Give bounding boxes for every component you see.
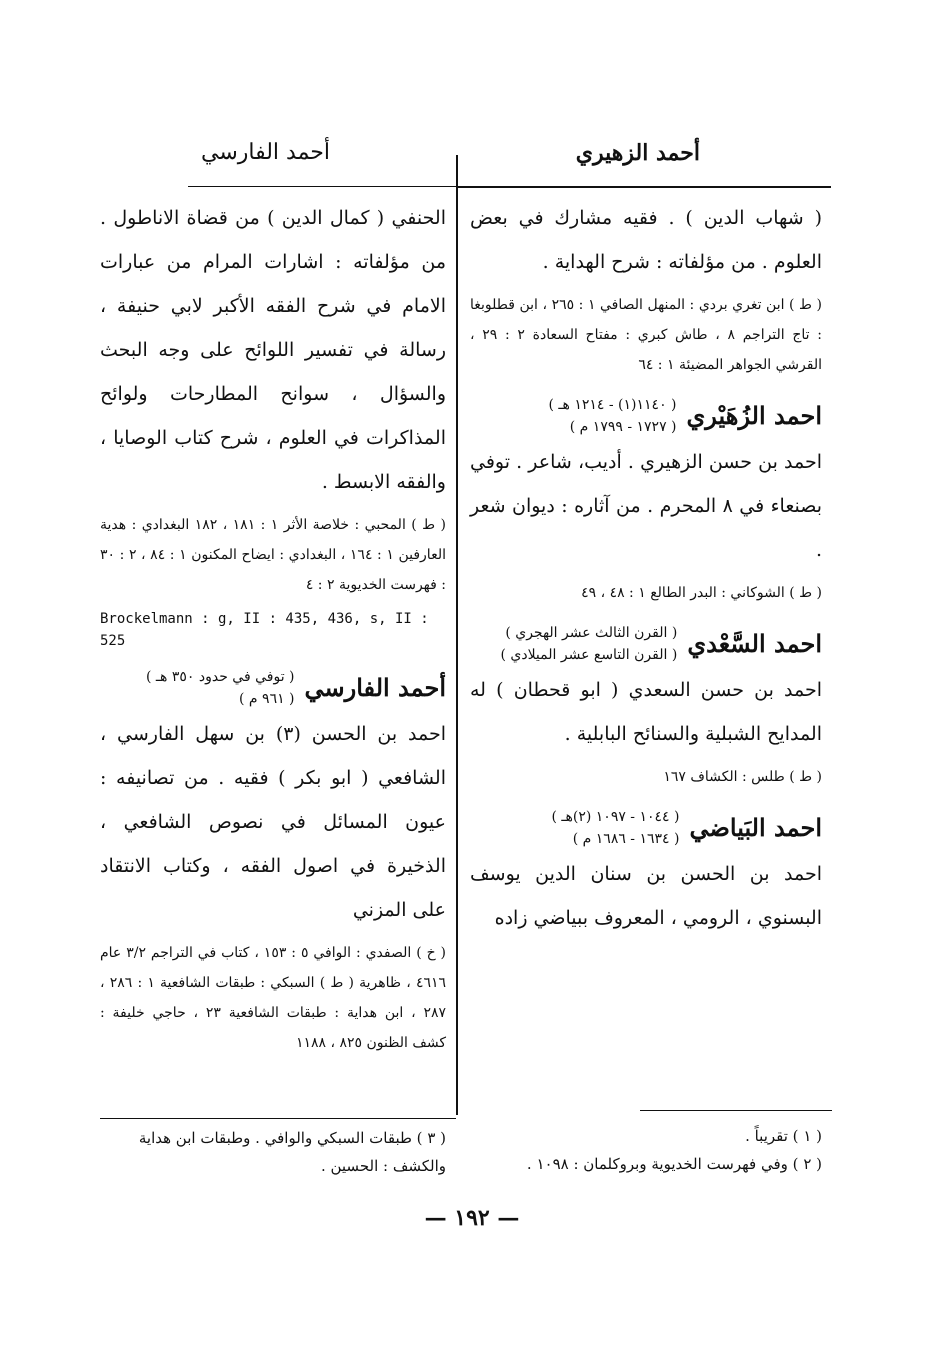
entry-saadi xyxy=(470,620,822,668)
continued-entry-text: ( شهاب الدين ) . فقيه مشارك في بعض العلوم . من مؤلفاته : شرح الهداية . xyxy=(470,207,822,273)
latin-reference: Brockelmann : g, II : 435, 436, s, II : 525 xyxy=(100,611,429,649)
entry-dates xyxy=(500,620,677,666)
footnote-rule-left xyxy=(100,1118,456,1119)
footnotes-right xyxy=(470,1122,822,1178)
entry-dates-miladi: ( ١٧٢٧ - ١٧٩٩ م ) xyxy=(569,419,677,435)
footnote: ( ٢ ) وفي فهرست الخديوية وبروكلمان : ١٠٩٨ . xyxy=(526,1155,822,1173)
entry-zuhairi xyxy=(470,392,822,440)
header-rule-left xyxy=(188,186,456,187)
entry-farisi xyxy=(100,664,446,712)
running-head-right: أحمد الزهيري xyxy=(575,140,700,166)
column-divider xyxy=(456,155,458,1115)
page-header xyxy=(100,140,830,186)
continued-entry-sources: ( ط ) المحبي : خلاصة الأثر ١ : ١٨١ ، ١٨٢ البغدادي : هدية العارفين ١ : ١٦٤ ، البغدادي : ايضاح المكنون ١ : ٨٤ ، ٢ : ٣٠ : فهرست الخديوية ٢ : ٤ xyxy=(100,517,446,593)
entry-name: احمد الزُهَيْري xyxy=(686,401,822,430)
entry-name: احمد البَياضي xyxy=(689,813,822,842)
entry-sources: ( ط ) طلس : الكشاف ١٦٧ xyxy=(663,769,822,785)
continued-entry-sources: ( ط ) ابن تغري بردي : المنهل الصافي ١ : ٢٦٥ ، ابن قطلوبغا : تاج التراجم ٨ ، طاش كبري : مفتاح السعادة ٢ : ٢٩ ، القرشي الجواهر المضيئة ١ : ٦٤ xyxy=(470,297,822,373)
right-column xyxy=(470,196,822,940)
footnote: ( ١ ) تقريباً . xyxy=(745,1127,822,1145)
header-rule-right xyxy=(457,186,831,188)
entry-dates xyxy=(548,392,676,438)
entry-sources: ( ط ) الشوكاني : البدر الطالع ١ : ٤٨ ، ٤٩ xyxy=(581,585,822,601)
continued-entry-text: الحنفي ( كمال الدين ) من قضاة الاناطول . من مؤلفاته : اشارات المرام من عبارات الامام في شرح الفقه الأكبر لابي حنيفة ، رسالة في تفسير اللوائح على وجه البحث والسؤال ، سوانح المطارحات ولوائح المذاكرات في العلوم ، شرح كتاب الوصايا ، والفقه الابسط . xyxy=(100,207,446,493)
entry-dates-hijri: ( توفي في حدود ٣٥٠ هـ ) xyxy=(145,669,295,685)
footnote: ( ٣ ) طبقات السبكي والوافي . وطبقات ابن هداية والكشف : الحسين . xyxy=(138,1129,446,1175)
entry-bayadi xyxy=(470,804,822,852)
entry-dates-miladi: ( القرن التاسع عشر الميلادي ) xyxy=(500,647,678,663)
entry-dates-hijri: ( ١١٤٠(١) - ١٢١٤ هـ ) xyxy=(548,397,677,413)
left-column xyxy=(100,196,446,1058)
running-head-left: أحمد الفارسي xyxy=(200,140,330,165)
entry-dates-hijri: ( القرن الثالث عشر الهجري ) xyxy=(505,625,678,641)
entry-text: احمد بن حسن السعدي ( ابو قحطان ) له المدايح الشبلية والسنائح البابلية . xyxy=(470,679,822,745)
entry-dates-hijri: ( ١٠٤٤ - ١٠٩٧ (٢)هـ ) xyxy=(551,809,680,825)
entry-name: احمد السَّعْدي xyxy=(687,629,822,658)
footnotes-left xyxy=(100,1124,446,1180)
entry-sources: ( خ ) الصفدي : الوافي ٥ : ١٥٣ ، كتاب في التراجم ٣/٢ عام ٤٦١٦ ، ظاهرية ( ط ) السبكي : طبقات الشافعية ١ : ٢٨٦ ، ٢٨٧ ، ابن هداية : طبقات الشافعية ٢٣ ، حاجي خليفة : كشف الظنون ٨٢٥ ، ١١٨٨ xyxy=(100,945,447,1051)
page-number: — ١٩٢ — xyxy=(424,1205,520,1231)
entry-dates-miladi: ( ١٦٣٤ - ١٦٨٦ م ) xyxy=(572,831,680,847)
entry-text: احمد بن الحسن (٣) بن سهل الفارسي ، الشافعي ( ابو بكر ) فقيه . من تصانيفه : عيون المسائل في نصوص الشافعي ، الذخيرة في اصول الفقه ، وكتاب الانتقاد على المزني xyxy=(100,723,446,921)
entry-dates xyxy=(551,804,679,850)
entry-dates-miladi: ( ٩٦١ م ) xyxy=(239,691,295,707)
footnote-rule-right xyxy=(640,1110,832,1111)
entry-text: احمد بن الحسن بن سنان الدين يوسف البسنوي ، الرومي ، المعروف ببياضي زاده xyxy=(470,863,822,929)
entry-text: احمد بن حسن الزهيري . أديب، شاعر . توفي بصنعاء في ٨ المحرم . من آثاره : ديوان شعر . xyxy=(470,451,822,561)
entry-dates xyxy=(146,664,295,710)
entry-name: أحمد الفارسي xyxy=(304,673,446,702)
